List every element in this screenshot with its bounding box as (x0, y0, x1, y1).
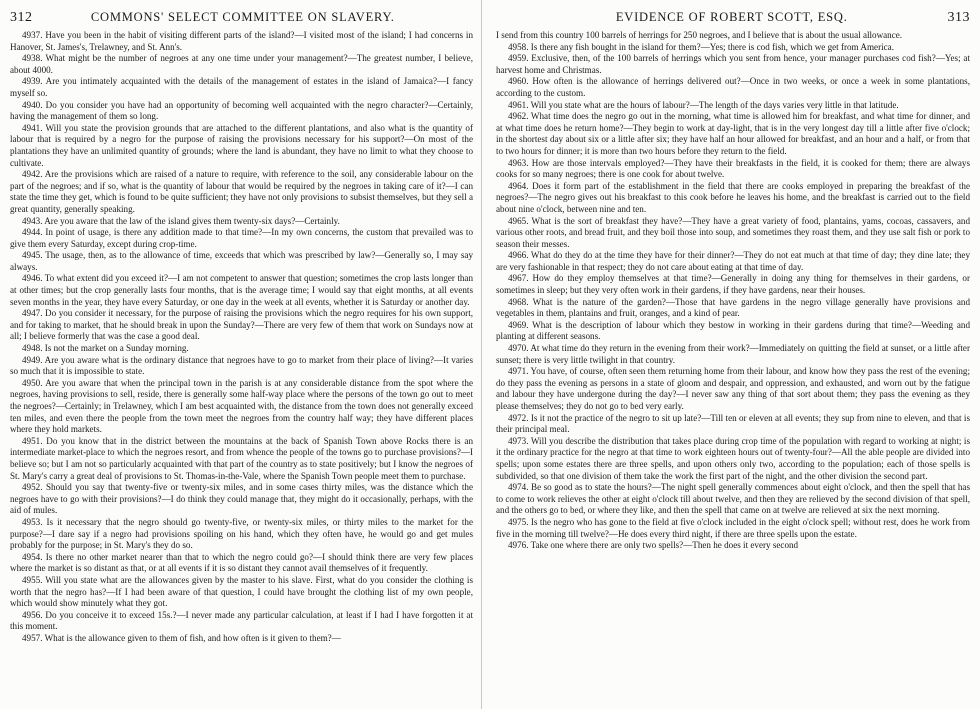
evidence-paragraph: 4962. What time does the negro go out in the morning, what time is allowed him for breakfast, and what time for dinner, and at what time does he return home?—They begin to work at day-light, that is in the very longest day till a little after five o'clock; in the shortest day about six or a little after six; they have half an hour allowed for breakfast, and an hour and a half, or from that to two hours for dinner; it is more than two hours before they return to the field. (496, 111, 970, 156)
left-page-text (10, 30, 473, 644)
evidence-paragraph: 4974. Be so good as to state the hours?—The night spell generally commences about eight o'clock, and then the spell that has to come to work relieves the other at eight o'clock till about twelve, and then they are relieved by the second division of that spell, and the others go to bed, or where they like, and then the spell that came on at twelve are relieved at six the next morning. (496, 482, 970, 516)
evidence-paragraph: 4945. The usage, then, as to the allowance of time, exceeds that which was prescribed by law?—Generally so, I may say always. (10, 250, 473, 272)
evidence-paragraph: 4966. What do they do at the time they have for their dinner?—They do not eat much at that time of day; they dine late; they are very fashionable in that respect; they do not care about eating at that time of day. (496, 250, 970, 272)
evidence-paragraph: 4957. What is the allowance given to them of fish, and how often is it given to them?— (22, 632, 341, 643)
evidence-paragraph: 4971. You have, of course, often seen them returning home from their labour, and know how they pass the rest of the evening; do they pass the evening as persons in a state of gloom and despair, and oppression, and exhausted, and worn out by the fatigue and labour they have undergone during the day?—I never saw any thing of that sort about them; they pass the evening as they please themselves; they do not go to bed very early. (496, 366, 970, 411)
evidence-paragraph: 4965. What is the sort of breakfast they have?—They have a great variety of food, plantains, yams, cocoas, cassavers, and various other roots, and bread fruit, and they boil those into soup, and sometimes they roast them, and they use salt fish or pork to season their messes. (496, 215, 970, 249)
evidence-paragraph: 4950. Are you aware that when the principal town in the parish is at any considerable distance from the spot where the negroes, having provisions to sell, reside, there is generally some half-way place where the persons of the town go out to meet the negroes?—Certainly; in Trelawney, which I am best acquainted with, the distance from the town does not generally exceed ten miles, and even there the people from the town meet the negroes from the country half way; they have different places where they hold markets. (10, 377, 473, 435)
evidence-paragraph: 4937. Have you been in the habit of visiting different parts of the island?—I visited most of the island; I had concerns in Hanover, St. James's, Trelawney, and St. Ann's. (10, 30, 473, 52)
evidence-paragraph: 4960. How often is the allowance of herrings delivered out?—Once in two weeks, or once a week in some plantations, according to the custom. (496, 76, 970, 98)
left-page (0, 0, 482, 709)
left-page-header (10, 10, 473, 26)
evidence-paragraph: 4951. Do you know that in the district between the mountains at the back of Spanish Town above Rocks there is an intermediate market-place to which the negroes resort, and from whence the people of the towns go to purchase provisions?—I believe so; but I am not so particularly acquainted with that part of the country as to state positively; but I know the negroes of St. Mary's carry a great deal of provisions to St. Thomas-in-the-Vale, where the Spanish Town people meet them to purchase. (10, 435, 473, 481)
evidence-paragraph: 4941. Will you state the provision grounds that are attached to the different plantations, and also what is the quantity of labour that is required by a negro for the purpose of raising the provisions necessary for his support?—On most of the plantations they have an unlimited quantity of grounds; where the land is abundant, they have no limit to what they choose to cultivate. (10, 122, 473, 168)
evidence-paragraph: 4955. Will you state what are the allowances given by the master to his slave. First, what do you consider the clothing is worth that the negro has?—If I had been aware of that question, I could have brought the clothing list of my own people, which would show minutely what they got. (10, 574, 473, 609)
right-page-number: 313 (947, 10, 970, 25)
left-running-head: COMMONS' SELECT COMMITTEE ON SLAVERY. (90, 10, 395, 24)
evidence-paragraph: 4961. Will you state what are the hours of labour?—The length of the days varies very little in that latitude. (508, 99, 899, 110)
right-page (482, 0, 980, 709)
evidence-paragraph: 4973. Will you describe the distribution that takes place during crop time of the population with regard to working at night; is it the ordinary practice for the negro at that time to work eighteen hours out of twenty-four?—All the able people are divided into spells; upon some estates there are three spells, and upon others only two, according to the population; each of those spells is subdivided, so that one division of them take the work the first part of the night, and the other division the second part. (496, 435, 970, 481)
left-page-number: 312 (10, 10, 33, 25)
evidence-paragraph: 4964. Does it form part of the establishment in the field that there are cooks employed in preparing the breakfast of the negroes?—The negro gives out his breakfast to this cook before he leaves his home, and the breakfast is carried out to the field about nine o'clock, between nine and ten. (496, 180, 970, 214)
evidence-paragraph: 4938. What might be the number of negroes at any one time under your management?—The greatest number, I believe, about 4000. (10, 53, 473, 75)
evidence-paragraph: 4947. Do you consider it necessary, for the purpose of raising the provisions which the negro requires for his own support, and for taking to market, that he should break in upon the Sunday?—There are very few of them that work on Sundays now at all; I believe formerly that was the case a good deal. (10, 308, 473, 342)
right-page-text (496, 30, 970, 552)
evidence-paragraph: 4963. How are those intervals employed?—They have their breakfasts in the field, it is cooked for them; there are always cooks for so many negroes; there is one cook for about twelve. (496, 157, 970, 180)
evidence-paragraph: 4959. Exclusive, then, of the 100 barrels of herrings which you sent from hence, your manager purchases cod fish?—Yes; at harvest home and Christmas. (496, 53, 970, 75)
evidence-paragraph: 4953. Is it necessary that the negro should go twenty-five, or twenty-six miles, or thirty miles to the market for the purpose?—I dare say if a negro had provisions spoiling on his hand, which they often have, he would go and get mules probably for the purpose; in St. Mary's they do so. (10, 516, 473, 551)
evidence-paragraph: 4956. Do you conceive it to exceed 15s.?—I never made any particular calculation, at least if I had I have forgotten it at this moment. (10, 609, 473, 632)
evidence-paragraph: 4954. Is there no other market nearer than that to which the negro could go?—I should think there are very few places where the market is so distant as that, or at all events if it is so distant they cannot avail themselves of it frequently. (10, 551, 473, 574)
evidence-paragraph: 4952. Should you say that twenty-five or twenty-six miles, and in some cases thirty miles, was the distance which the negroes have to go with their provisions?—I do think they could manage that, they might do it occasionally, perhaps, with the aid of mules. (10, 482, 473, 516)
evidence-paragraph: 4948. Is not the market on a Sunday morning. (22, 343, 189, 354)
evidence-paragraph: 4943. Are you aware that the law of the island gives them twenty-six days?—Certainly. (22, 215, 340, 226)
evidence-paragraph: 4968. What is the nature of the garden?—Those that have gardens in the negro village generally have provisions and vegetables in them, plantains and fruit, oranges, and a kind of pear. (496, 296, 970, 319)
evidence-paragraph: 4972. Is it not the practice of the negro to sit up late?—Till ten or eleven at all events; they sup from nine to eleven, and that is their principal meal. (496, 412, 970, 435)
evidence-paragraph: 4940. Do you consider you have had an opportunity of becoming well acquainted with the negro character?—Certainly, having the management of them so long. (10, 99, 473, 122)
evidence-paragraph: 4970. At what time do they return in the evening from their work?—Immediately on quitting the field at sunset, or a little after sunset; there is very little twilight in that country. (496, 343, 970, 365)
right-page-header (496, 10, 970, 26)
evidence-paragraph: 4946. To what extent did you exceed it?—I am not competent to answer that question; sometimes the crop lasts longer than at other times; but the crop generally lasts four months, that is the average time; I would say that eight months, at all events seven months in the year, they have every Saturday, or one day in the week at all events, whether it is Saturday or another day. (10, 273, 473, 307)
evidence-paragraph: 4958. Is there any fish bought in the island for them?—Yes; there is cod fish, which we get from America. (508, 41, 894, 52)
right-running-head: EVIDENCE OF ROBERT SCOTT, ESQ. (615, 10, 848, 24)
evidence-paragraph: 4944. In point of usage, is there any addition made to that time?—In my own concerns, the custom that prevailed was to give them every Saturday, except during crop-time. (10, 227, 473, 249)
evidence-paragraph: 4967. How do they employ themselves at that time?—Generally in doing any thing for themselves in their gardens, or sometimes in sleep; but they very often work in their gardens, if they have gardens, near their houses. (496, 273, 970, 296)
evidence-paragraph: I send from this country 100 barrels of herrings for 250 negroes, and I believe that is about the usual allowance. (496, 30, 903, 40)
evidence-paragraph: 4969. What is the description of labour which they bestow in working in their gardens during that time?—Weeding and planting at different seasons. (496, 319, 970, 342)
evidence-paragraph: 4975. Is the negro who has gone to the field at five o'clock included in the eight o'clock spell; without rest, does he work from five in the morning till twelve?—He does every third night, if there are three spells upon the estate. (496, 516, 970, 539)
evidence-paragraph: 4949. Are you aware what is the ordinary distance that negroes have to go to market from their place of living?—It varies so much that it is impossible to state. (10, 354, 473, 377)
evidence-paragraph: 4942. Are the provisions which are raised of a nature to require, with reference to the soil, any considerable labour on the part of the negroes; and if so, what is the quantity of labour that would be required by the negroes in taking care of it?—I can state the time they get, which is found to be quite sufficient; they have not only provisions to subsist themselves, but they sell a great quantity, generally speaking. (10, 169, 473, 214)
evidence-paragraph: 4976. Take one where there are only two spells?—Then he does it every second (508, 540, 799, 551)
evidence-paragraph: 4939. Are you intimately acquainted with the details of the management of estates in the island of Jamaica?—I fancy myself so. (10, 76, 473, 98)
